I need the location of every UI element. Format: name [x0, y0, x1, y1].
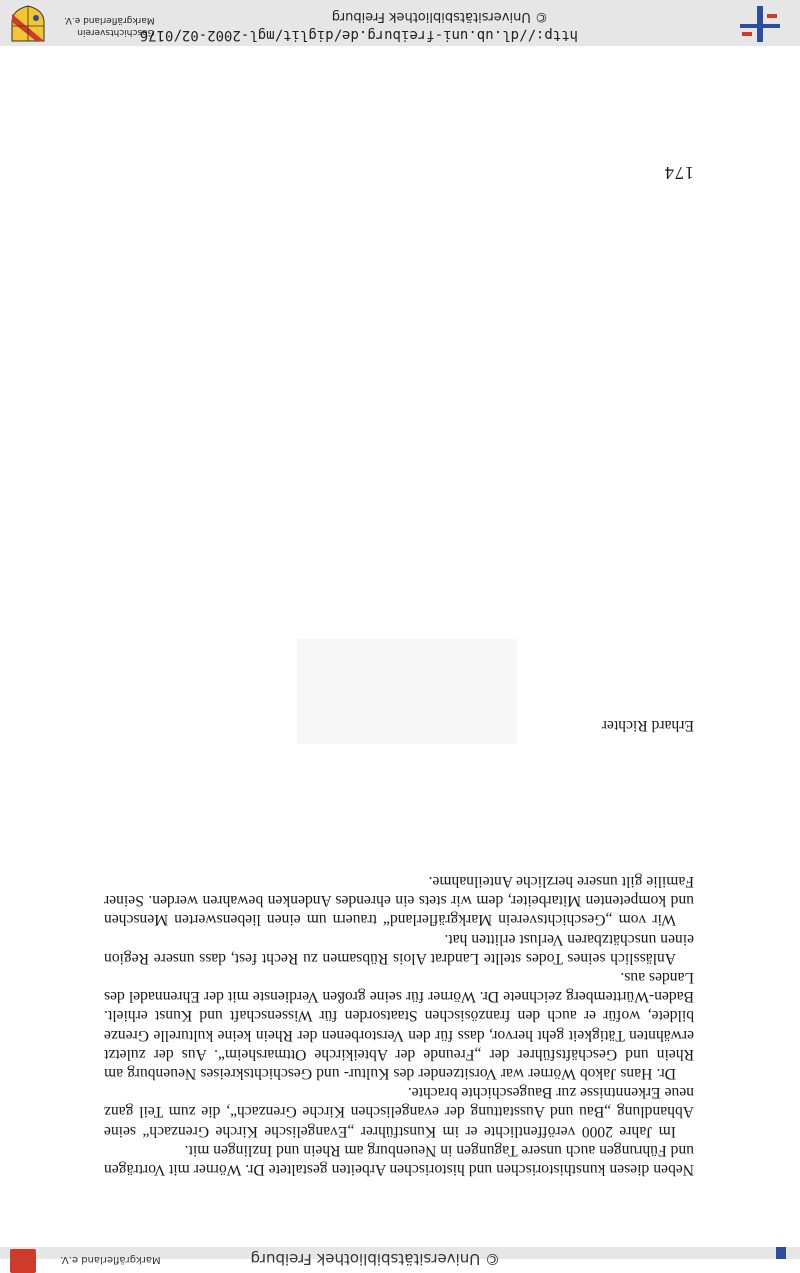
- paragraph-2: Im Jahre 2000 veröffentlichte er im Kunstführer „Evangelische Kirche Grenzach“ seine Abhandlung „Bau und Ausstattung der evangelischen Kirche Grenzach“, die zum Teil ganz neue Erkenntnisse zur Baugeschichte brachte.: [104, 1084, 694, 1140]
- top-org: Markgräflerland e.V.: [60, 1254, 161, 1265]
- paragraph-3: Dr. Hans Jakob Wörner war Vorsitzender des Kultur- und Geschichtskreises Neuenburg am Rhein und Geschäftsführer der „Freunde der Abteikirche Ottmarsheim“. Aus der zuletzt erwähnten Tätigkeit geht hervor, dass für den Verstorbenen der Rhein keine kulturelle Grenze bildete, wofür er auch den französischen Staatsorden für Wissenschaft und Kunst erhielt. Baden-Württemberg zeichnete Dr. Wörner für seine großen Verdienste mit der Ehrennadel des Landes aus.: [104, 968, 694, 1082]
- paragraph-5: Wir vom „Geschichtsverein Markgräflerland“ trauern um einen liebenswerten Menschen und kompetenten Mitarbeiter, dem wir stets ein ehrendes Andenken bewahren werden. Seiner Familie gilt unsere herzliche Anteilnahme.: [104, 872, 694, 929]
- top-bar-partial: [0, 1247, 800, 1268]
- footer-organization: [64, 14, 155, 38]
- page-number: 174: [664, 163, 694, 183]
- ub-freiburg-logo-icon: [740, 6, 780, 42]
- article-body: [104, 872, 694, 1179]
- org-line-2: Markgräflerland e.V.: [64, 15, 155, 25]
- top-copyright: © Universitätsbibliothek Freiburg: [250, 1250, 500, 1268]
- geschichtsverein-crest-icon: [8, 4, 48, 44]
- paragraph-4: Anlässlich seines Todes stellte Landrat Alois Rübsamen zu Recht fest, dass unsere Region einen unschätzbaren Verlust erlitten hat.: [104, 930, 694, 967]
- bleed-through-smudge: [297, 639, 517, 744]
- org-line-1: Geschichtsverein: [77, 27, 155, 37]
- footer-copyright: © Universitätsbibliothek Freiburg: [331, 9, 548, 24]
- paragraph-1: Neben diesen kunsthistorischen und historischen Arbeiten gestaltete Dr. Wörner mit Vorträgen und Führungen auch unsere Tagungen in Neuenburg am Rhein und Inzlingen mit.: [104, 1141, 694, 1178]
- ub-logo-icon: [776, 1247, 786, 1259]
- crest-icon: [10, 1249, 36, 1273]
- permalink-url[interactable]: http://dl.ub.uni-freiburg.de/diglit/mgl-2002-02/0176: [139, 27, 578, 43]
- author-signature: Erhard Richter: [601, 717, 694, 734]
- footer-bar: [0, 0, 800, 46]
